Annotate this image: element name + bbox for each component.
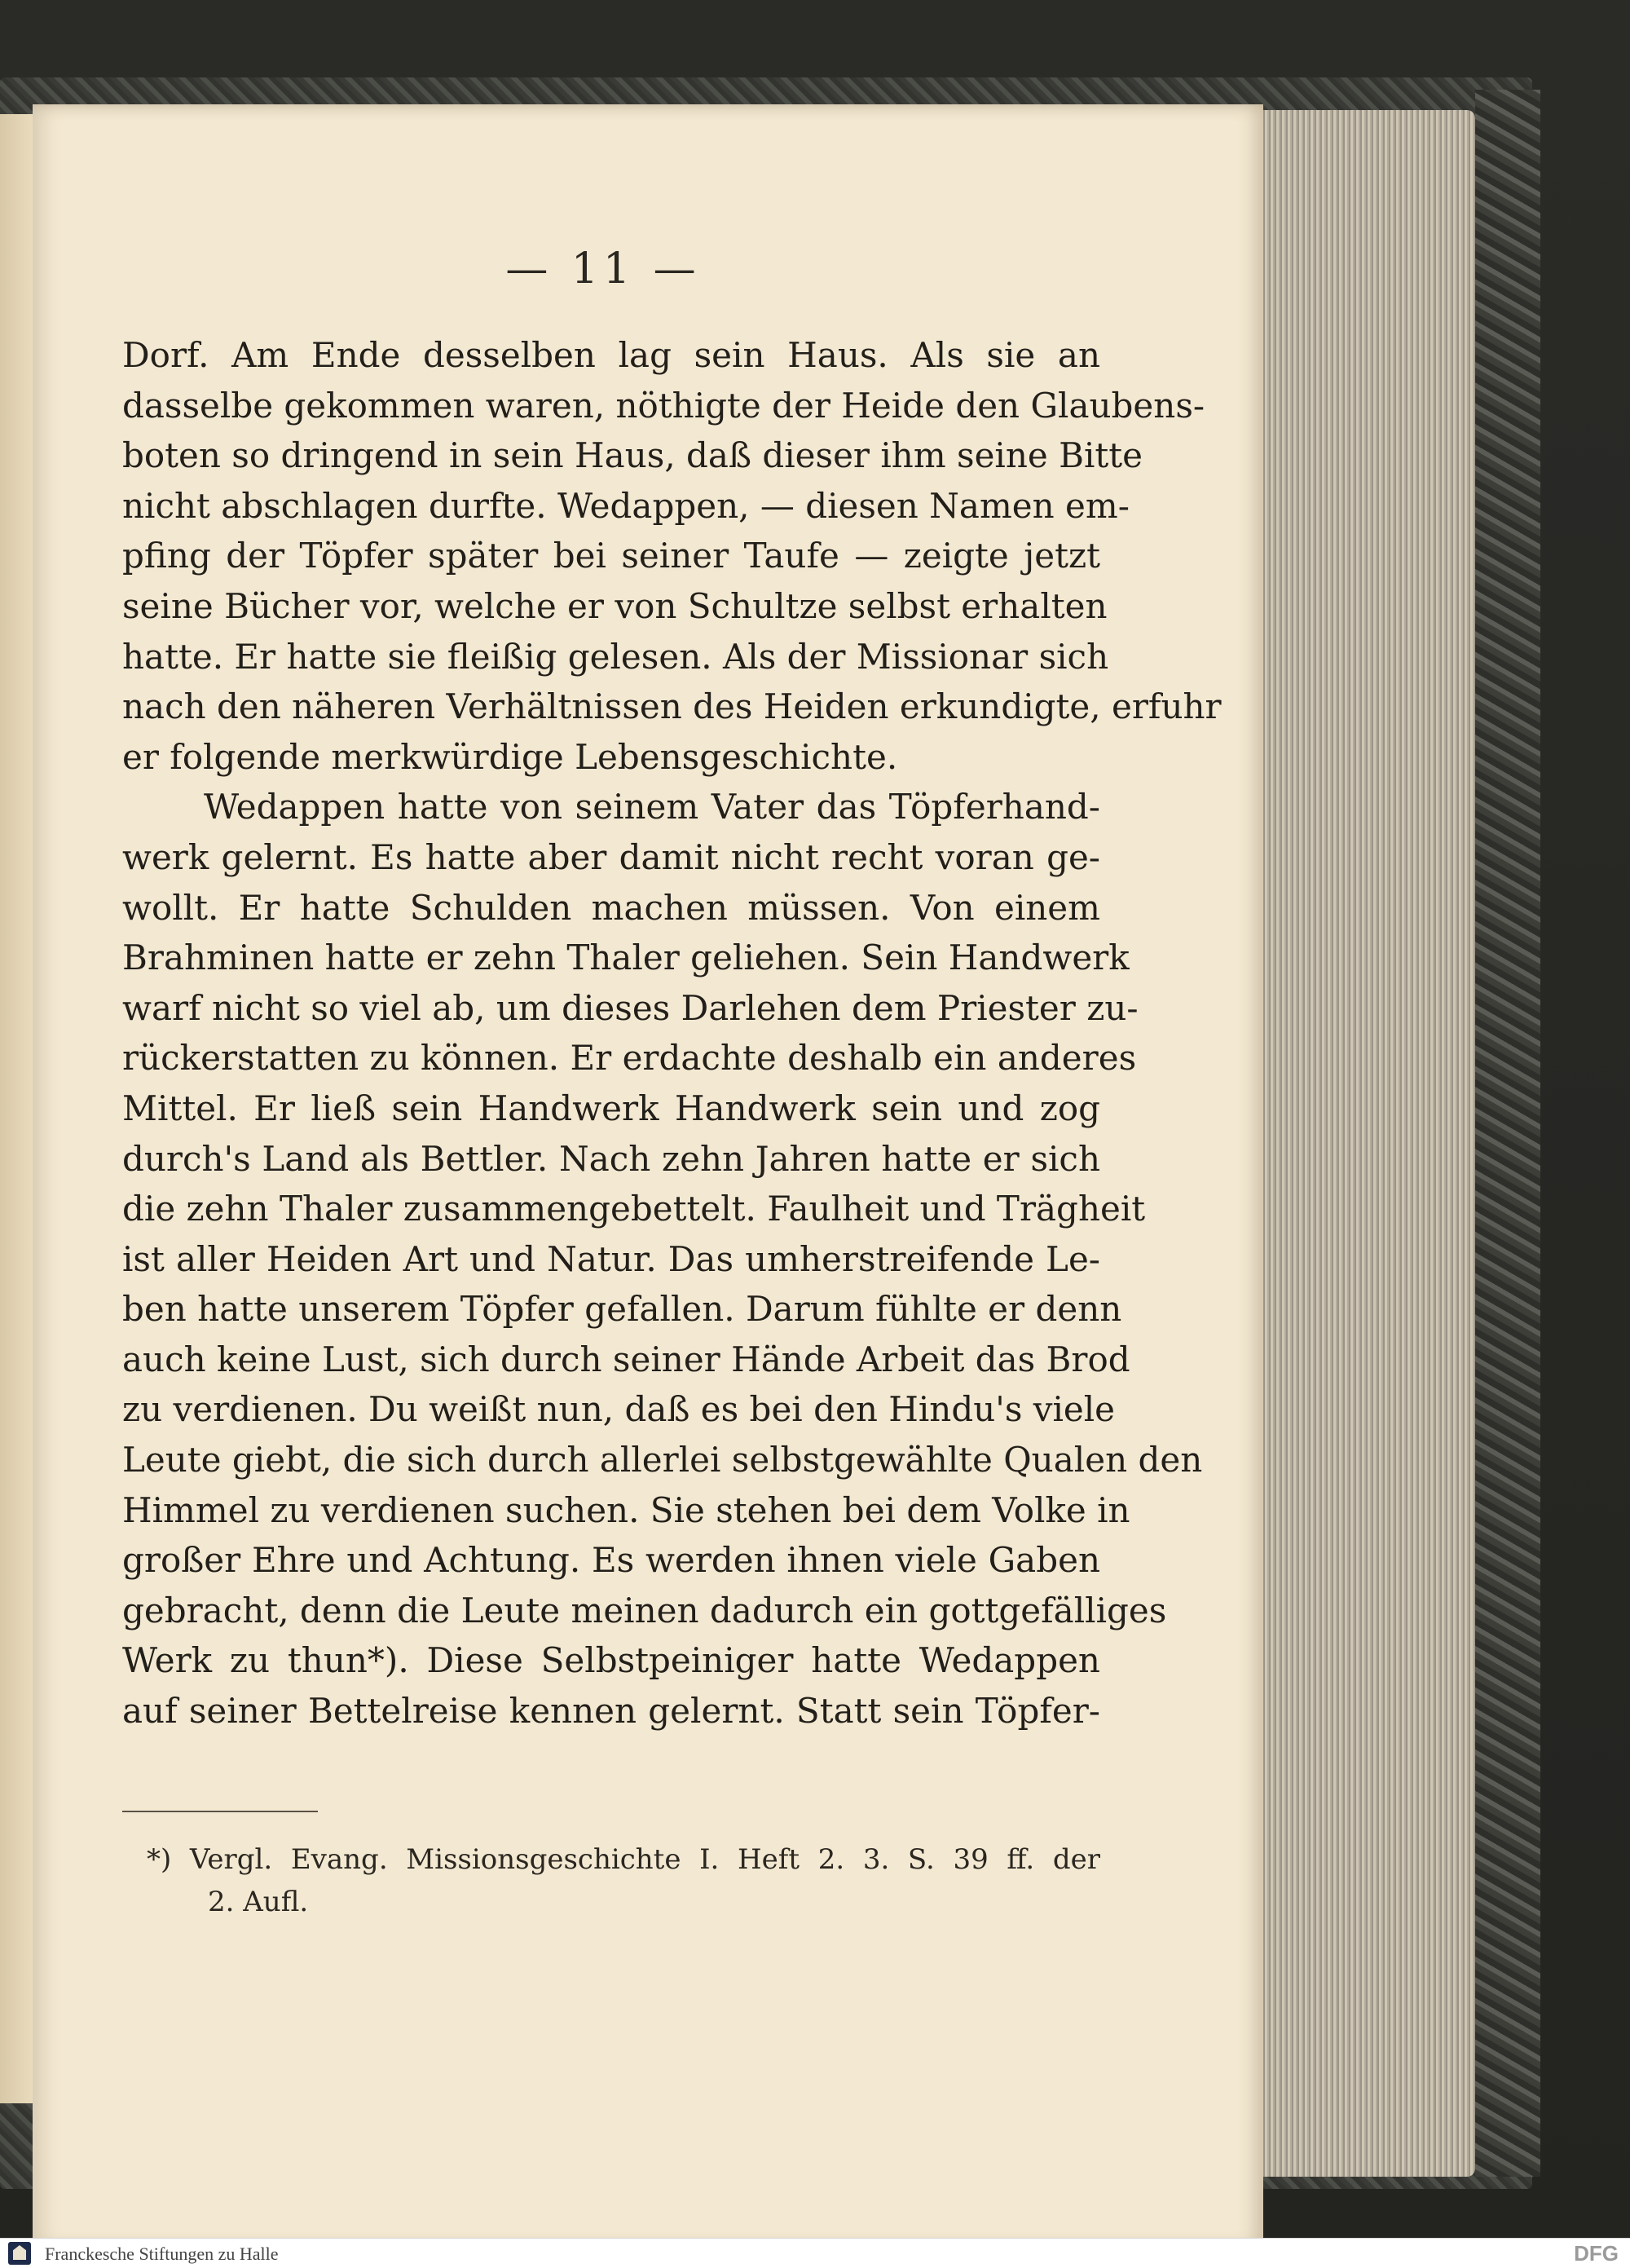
text-line: werk gelernt. Es hatte aber damit nicht recht voran ge-	[122, 836, 1100, 877]
text-line: pfing der Töpfer später bei seiner Taufe — zeigte jetzt	[122, 536, 1100, 576]
text-line: Mittel. Er ließ sein Handwerk Handwerk sein und zog	[122, 1088, 1100, 1128]
text-line: er folgende merkwürdige Lebensgeschichte.	[122, 736, 898, 777]
book-cover-right	[1475, 90, 1540, 2177]
text-line: hatte. Er hatte sie fleißig gelesen. Als der Missionar sich	[122, 636, 1109, 677]
text-line: Himmel zu verdienen suchen. Sie stehen bei dem Volke in	[122, 1489, 1130, 1530]
text-line: dasselbe gekommen waren, nöthigte der Heide den Glaubens-	[122, 385, 1205, 426]
text-line: großer Ehre und Achtung. Es werden ihnen viele Gaben	[122, 1540, 1100, 1581]
page-number-header: — 11 —	[505, 245, 701, 293]
footnote-line: *) Vergl. Evang. Missionsgeschichte I. Heft 2. 3. S. 39 ff. der	[147, 1843, 1100, 1876]
text-line: Brahminen hatte er zehn Thaler geliehen. Sein Handwerk	[122, 938, 1130, 978]
text-line: die zehn Thaler zusammengebettelt. Faulheit und Trägheit	[122, 1189, 1146, 1229]
viewer-footer-bar	[0, 2238, 1630, 2268]
text-line: warf nicht so viel ab, um dieses Darlehen dem Priester zu-	[122, 987, 1139, 1028]
text-line: durch's Land als Bettler. Nach zehn Jahren hatte er sich	[122, 1138, 1100, 1179]
text-line: ist aller Heiden Art und Natur. Das umherstreifende Le-	[122, 1238, 1100, 1279]
text-line: auch keine Lust, sich durch seiner Hände Arbeit das Brod	[122, 1339, 1130, 1379]
text-line: zu verdienen. Du weißt nun, daß es bei den Hindu's viele	[122, 1389, 1116, 1430]
institution-logo-icon[interactable]	[8, 2242, 31, 2265]
text-line: wollt. Er hatte Schulden machen müssen. Von einem	[122, 887, 1100, 928]
text-line: auf seiner Bettelreise kennen gelernt. Statt sein Töpfer-	[122, 1691, 1100, 1732]
provider-logo[interactable]: DFG	[1574, 2241, 1619, 2266]
footnote	[147, 1838, 1100, 1923]
footnote-line: 2. Aufl.	[208, 1886, 309, 1918]
body-text	[122, 330, 1222, 1736]
text-line: gebracht, denn die Leute meinen dadurch ein gottgefälliges	[122, 1590, 1167, 1630]
text-line: boten so dringend in sein Haus, daß dieser ihm seine Bitte	[122, 435, 1143, 476]
text-line: nicht abschlagen durfte. Wedappen, — diesen Namen em-	[122, 485, 1130, 526]
page-block-edge	[1263, 110, 1475, 2177]
text-line: Werk zu thun*). Diese Selbstpeiniger hatte Wedappen	[122, 1640, 1100, 1681]
text-line: Leute giebt, die sich durch allerlei selbstgewählte Qualen den	[122, 1440, 1203, 1480]
text-line: Dorf. Am Ende desselben lag sein Haus. Als sie an	[122, 335, 1100, 375]
footnote-divider	[122, 1811, 318, 1812]
text-line: ben hatte unserem Töpfer gefallen. Darum fühlte er denn	[122, 1289, 1122, 1330]
text-line: rückerstatten zu können. Er erdachte deshalb ein anderes	[122, 1038, 1137, 1079]
institution-name[interactable]: Franckesche Stiftungen zu Halle	[45, 2244, 279, 2264]
text-line: nach den näheren Verhältnissen des Heiden erkundigte, erfuhr	[122, 686, 1222, 727]
text-line: Wedappen hatte von seinem Vater das Töpferhand-	[204, 787, 1100, 827]
text-line: seine Bücher vor, welche er von Schultze selbst erhalten	[122, 585, 1108, 626]
